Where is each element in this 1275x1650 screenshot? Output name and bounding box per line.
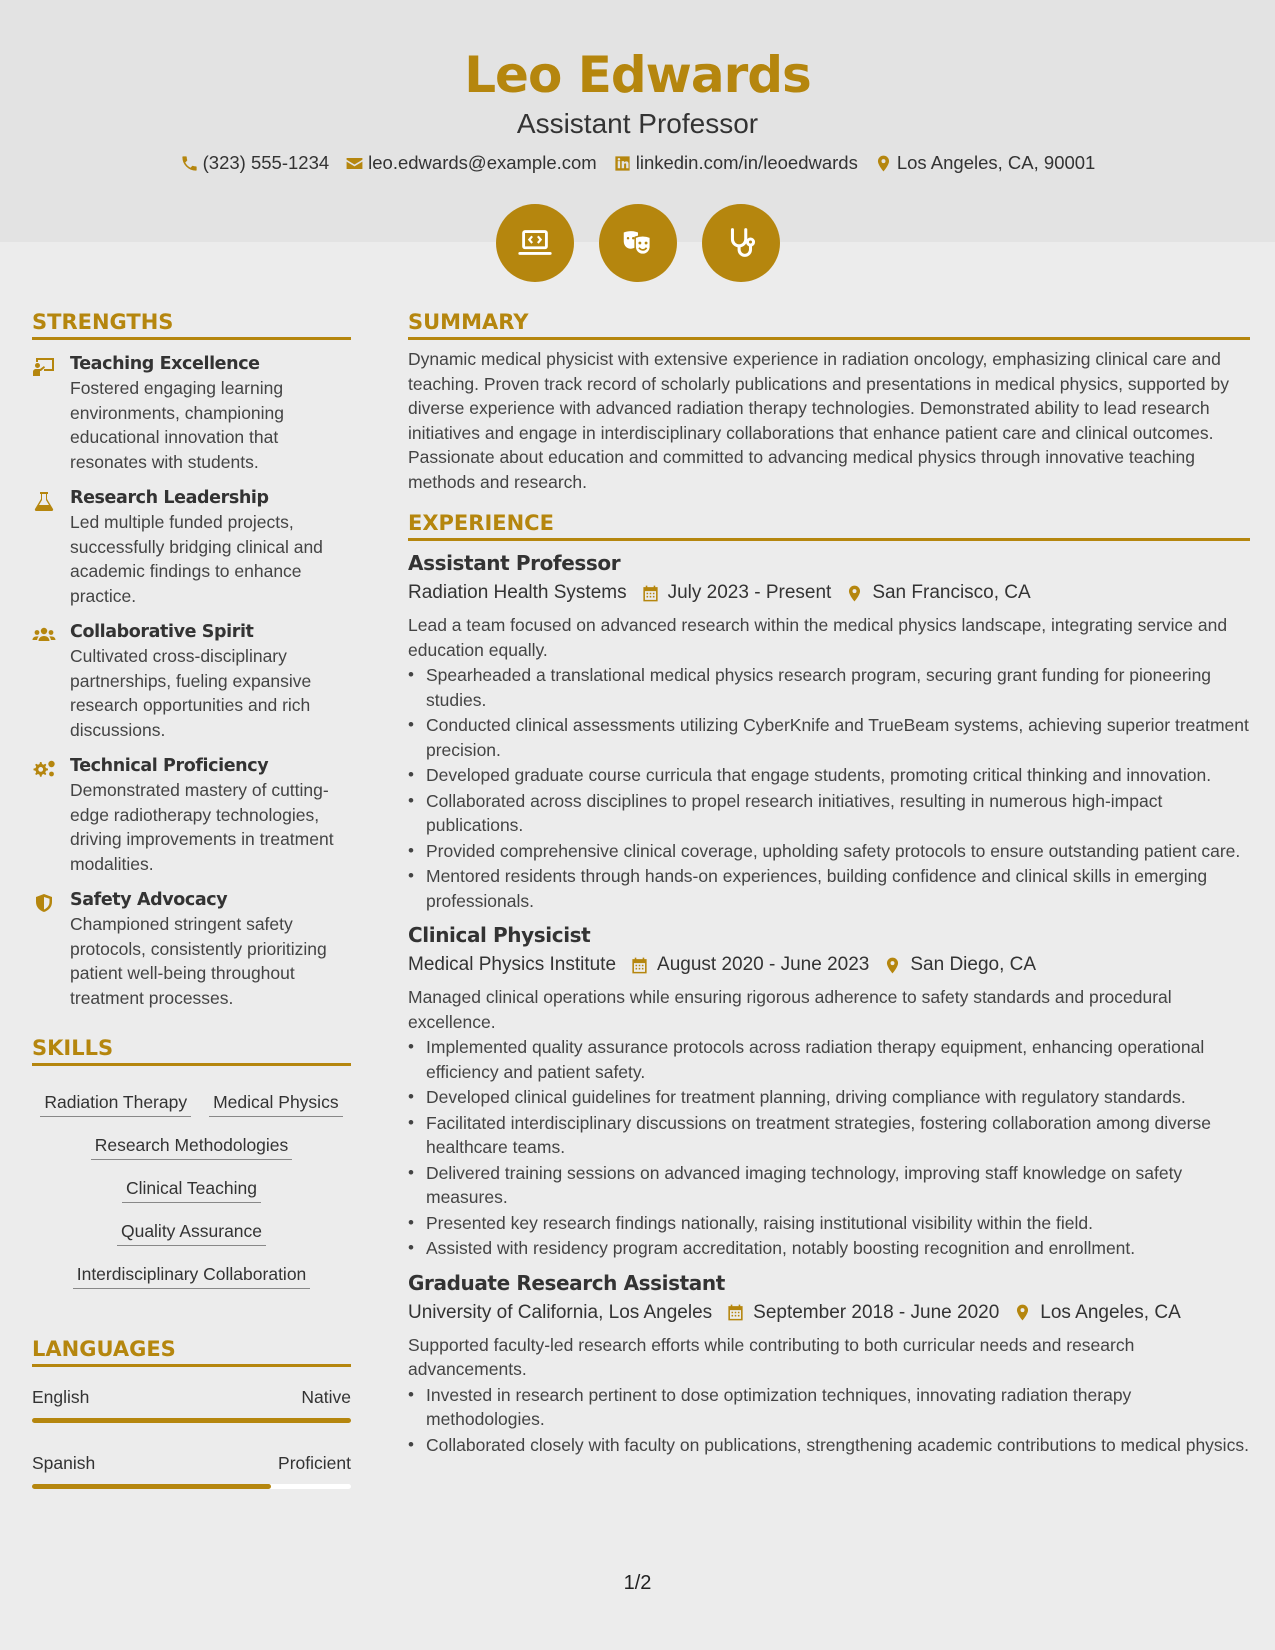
left-column (32, 310, 351, 1489)
job-bullets (408, 1383, 1250, 1458)
skill-tag: Interdisciplinary Collaboration (73, 1258, 311, 1289)
job-entry (408, 923, 1250, 1261)
job-meta (408, 582, 1250, 604)
contact-row (0, 152, 1275, 174)
job-location: San Francisco, CA (872, 582, 1031, 603)
skills-heading: SKILLS (32, 1036, 351, 1066)
right-column (408, 310, 1250, 1458)
calendar-icon (726, 1303, 745, 1322)
job-bullet: • Conducted clinical assessments utilizing CyberKnife and TrueBeam systems, achieving superior treatment precision. (408, 713, 1250, 762)
job-company: University of California, Los Angeles (408, 1301, 713, 1323)
job-bullet: • Presented key research findings nationally, raising institutional visibility within the field. (408, 1211, 1250, 1236)
job-bullet: • Developed clinical guidelines for treatment planning, driving compliance with regulatory standards. (408, 1085, 1250, 1110)
skill-tag: Research Methodologies (91, 1129, 293, 1160)
strength-item (32, 756, 351, 876)
experience-heading: EXPERIENCE (408, 511, 1250, 541)
strength-item (32, 354, 351, 474)
language-item (32, 1453, 351, 1489)
job-bullet: • Delivered training sessions on advanced imaging technology, improving staff knowledge on safety measures. (408, 1161, 1250, 1210)
language-name: Spanish (32, 1453, 96, 1473)
language-item (32, 1387, 351, 1423)
job-company: Medical Physics Institute (408, 954, 617, 975)
languages-heading: LANGUAGES (32, 1337, 351, 1367)
job-entry (408, 1271, 1250, 1458)
skill-tag: Clinical Teaching (122, 1172, 261, 1203)
job-bullet: • Developed graduate course curricula that engage students, promoting critical thinking and innovation. (408, 763, 1250, 788)
job-bullet: • Collaborated closely with faculty on publications, strengthening academic contributions to medical physics. (408, 1433, 1250, 1458)
skill-tag: Medical Physics (209, 1086, 342, 1117)
language-bar-fill (32, 1418, 351, 1423)
location-icon (845, 584, 864, 603)
job-entry (408, 551, 1250, 913)
job-description: Managed clinical operations while ensuring rigorous adherence to safety standards and procedural excellence. (408, 987, 1172, 1032)
location-icon (874, 154, 893, 173)
interest-icons (0, 204, 1275, 282)
job-dates: September 2018 - June 2020 (753, 1301, 1000, 1323)
job-bullet: • Mentored residents through hands-on experiences, building confidence and clinical skills in emerging professionals. (408, 864, 1250, 913)
job-description: Supported faculty-led research efforts while contributing to both curricular needs and research advancements. (408, 1334, 1135, 1379)
flask-icon (32, 491, 56, 511)
job-dates: August 2020 - June 2023 (657, 954, 870, 975)
job-dates: July 2023 - Present (667, 582, 832, 603)
language-bar-fill (32, 1484, 271, 1489)
stethoscope-icon (702, 204, 780, 282)
contact-phone[interactable] (180, 152, 330, 174)
contact-email-text: leo.edwards@example.com (368, 152, 597, 173)
contact-linkedin-text: linkedin.com/in/leoedwards (635, 152, 858, 173)
users-icon (32, 625, 56, 645)
experience-list (408, 551, 1250, 1457)
job-meta (408, 954, 1250, 976)
language-bar (32, 1484, 351, 1489)
strength-title: Safety Advocacy (70, 890, 228, 910)
strength-item (32, 622, 351, 742)
strength-desc: Cultivated cross-disciplinary partnerships, fueling expansive research opportunities and rich discussions. (70, 646, 312, 740)
contact-email[interactable] (345, 152, 597, 174)
job-bullets (408, 663, 1250, 913)
job-bullet: • Spearheaded a translational medical physics research program, securing grant funding for pioneering studies. (408, 663, 1250, 712)
summary-heading: SUMMARY (408, 310, 1250, 340)
gears-icon (32, 759, 56, 779)
page-number: 1/2 (623, 1572, 652, 1594)
language-bar (32, 1418, 351, 1423)
calendar-icon (630, 956, 649, 975)
summary-text: Dynamic medical physicist with extensive experience in radiation oncology, emphasizing clinical care and teaching. Proven track record of scholarly publications and presentations in medical physics, supported by diverse experience with advanced radiation therapy technologies. Demonstrated ability to lead research initiatives and engage in interdisciplinary collaborations that enhance patient care and clinical outcomes. Passionate about education and committed to advancing medical physics through innovative teaching methods and research. (408, 349, 1229, 492)
teacher-icon (32, 357, 56, 377)
strength-item (32, 890, 351, 1010)
skill-tag: Quality Assurance (117, 1215, 266, 1246)
linkedin-icon (613, 154, 632, 173)
job-bullet: • Collaborated across disciplines to propel research initiatives, resulting in numerous high-impact publications. (408, 789, 1250, 838)
job-bullets (408, 1035, 1250, 1261)
job-meta (408, 1302, 1250, 1324)
job-company: Radiation Health Systems (408, 582, 627, 603)
language-name: English (32, 1387, 90, 1407)
strength-desc: Championed stringent safety protocols, consistently prioritizing patient well-being throughout treatment processes. (70, 914, 327, 1008)
contact-location (874, 152, 1096, 174)
job-location: San Diego, CA (910, 954, 1037, 975)
job-title: Assistant Professor (408, 551, 621, 575)
location-icon (883, 956, 902, 975)
language-level: Proficient (278, 1453, 351, 1473)
job-bullet: • Facilitated interdisciplinary discussions on treatment strategies, fostering collaboration among diverse healthcare teams. (408, 1111, 1250, 1160)
theater-masks-icon (599, 204, 677, 282)
strengths-heading: STRENGTHS (32, 310, 351, 340)
contact-location-text: Los Angeles, CA, 90001 (896, 152, 1096, 173)
candidate-title: Assistant Professor (516, 108, 759, 139)
job-bullet: • Invested in research pertinent to dose optimization techniques, innovating radiation therapy methodologies. (408, 1383, 1250, 1432)
strength-desc: Led multiple funded projects, successfully bridging clinical and academic findings to enhance practice. (70, 512, 323, 606)
phone-icon (180, 154, 199, 173)
contact-phone-text: (323) 555-1234 (202, 152, 330, 173)
strength-desc: Demonstrated mastery of cutting-edge radiotherapy technologies, driving improvements in treatment modalities. (70, 780, 334, 874)
laptop-code-icon (496, 204, 574, 282)
strength-title: Collaborative Spirit (70, 622, 254, 642)
job-bullet: • Implemented quality assurance protocols across radiation therapy equipment, enhancing operational efficiency and patient safety. (408, 1035, 1250, 1084)
skill-tag: Radiation Therapy (40, 1086, 191, 1117)
job-description: Lead a team focused on advanced research within the medical physics landscape, integrating service and education equally. (408, 615, 1228, 660)
location-icon (1013, 1303, 1032, 1322)
calendar-icon (641, 584, 660, 603)
strength-desc: Fostered engaging learning environments, championing educational innovation that resonates with students. (70, 378, 285, 472)
email-icon (345, 154, 364, 173)
language-level: Native (301, 1387, 351, 1407)
shield-icon (32, 893, 56, 913)
contact-linkedin[interactable] (613, 152, 858, 174)
strength-title: Teaching Excellence (70, 354, 260, 374)
job-title: Graduate Research Assistant (408, 1270, 725, 1295)
job-title: Clinical Physicist (408, 923, 591, 947)
job-bullet: • Assisted with residency program accreditation, notably boosting recognition and enrollment. (408, 1236, 1250, 1261)
job-bullet: • Provided comprehensive clinical coverage, upholding safety protocols to ensure outstanding patient care. (408, 839, 1250, 864)
candidate-name: Leo Edwards (464, 46, 811, 104)
strength-item (32, 488, 351, 608)
skills-list (32, 1074, 351, 1289)
strength-title: Research Leadership (70, 488, 269, 508)
strength-title: Technical Proficiency (70, 756, 269, 776)
job-location: Los Angeles, CA (1040, 1301, 1181, 1323)
